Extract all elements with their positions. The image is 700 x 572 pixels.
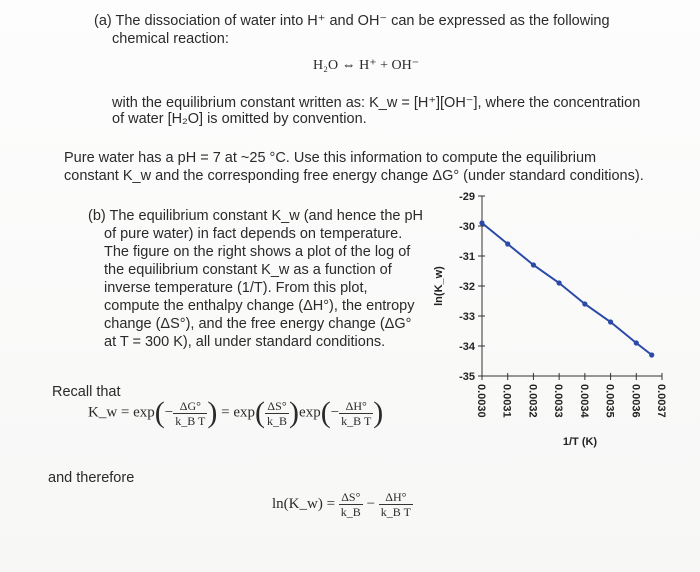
data-point (649, 352, 654, 357)
dh-over-kbt (339, 399, 373, 428)
x-tick-label: 0.0031 (500, 384, 513, 418)
minus-sign-3: − (366, 495, 376, 512)
dh-num-2: ΔH° (379, 490, 413, 505)
dh-num: ΔH° (339, 399, 373, 414)
ds-over-kb (265, 399, 289, 428)
part-a-line-3: with the equilibrium constant written as: K_w = [H⁺][OH⁻], where the concentration (112, 95, 641, 111)
data-point (531, 262, 536, 267)
dg-over-kbt (173, 399, 207, 428)
part-b-line-3: The figure on the right shows a plot of the log of (104, 244, 411, 260)
part-a-line-6: constant K_w and the corresponding free energy change ΔG° (under standard conditions). (64, 168, 644, 184)
data-point (634, 340, 639, 345)
y-tick-label: -30 (459, 221, 475, 233)
y-tick-label: -35 (459, 371, 475, 383)
part-a-line-4: of water [H₂O] is omitted by convention. (112, 111, 367, 127)
x-tick-label: 0.0032 (526, 384, 539, 418)
x-tick-label: 0.0035 (603, 384, 616, 418)
part-b-line-2: of pure water) in fact depends on temperature. (104, 226, 403, 242)
kb-den: k_B (267, 413, 288, 428)
therefore-label: and therefore (48, 470, 135, 486)
part-a-line-2: chemical reaction: (112, 31, 229, 47)
x-tick-label: 0.0037 (655, 384, 667, 418)
data-point (582, 301, 587, 306)
kw-eq-mid2: exp (299, 404, 321, 421)
y-tick-label: -33 (459, 311, 475, 323)
x-axis-label: 1/T (K) (562, 436, 598, 448)
lnkw-equation (272, 490, 413, 519)
part-b-line-6: compute the enthalpy change (ΔH°), the entropy (104, 298, 415, 314)
x-tick-label: 0.0034 (577, 384, 590, 418)
x-tick-label: 0.0030 (475, 384, 487, 418)
part-b-line-5: inverse temperature (1/T). From this plot, (104, 280, 368, 296)
data-point (505, 241, 510, 246)
y-axis-label: ln(K_w) (433, 266, 445, 306)
reaction-equation: H₂O ⇔ H⁺ + OH⁻ (313, 58, 420, 73)
dg-num: ΔG° (173, 399, 207, 414)
ds-num-2: ΔS° (339, 490, 363, 505)
part-b-line-4: the equilibrium constant K_w as a function of (104, 262, 392, 278)
part-b-line-1: (b) The equilibrium constant K_w (and hence the pH (88, 208, 424, 224)
minus-sign: − (164, 404, 174, 421)
x-tick-label: 0.0036 (629, 384, 642, 418)
kbt-den-3: k_B T (380, 505, 411, 519)
kw-equation: K_w = exp(− $\frac{\Delta G^\circ}{\text{k\_B T}}$ ) = exp( $\frac{\Delta S^\circ}{k\_B}$ )exp(− $\frac{\Delta H^\circ}{\text{k\_B T}}$ ) (88, 396, 384, 429)
y-tick-label: -32 (459, 281, 475, 293)
part-a-line-1: (a) The dissociation of water into H⁺ and OH⁻ can be expressed as the following (94, 13, 610, 29)
recall-label: Recall that (52, 384, 121, 400)
ds-num: ΔS° (265, 399, 289, 414)
data-point (557, 280, 562, 285)
part-b-line-8: at T = 300 K), all under standard conditions. (104, 334, 386, 350)
y-tick-label: -34 (459, 341, 475, 353)
kb-den-2: k_B (340, 505, 361, 519)
lnkw-vs-inverse-t-chart (420, 180, 700, 480)
kw-eq-lhs: K_w = exp (88, 404, 155, 421)
dh-over-kbt-2 (379, 490, 413, 519)
lnkw-lhs: ln(K_w) = (272, 495, 336, 512)
chart-svg (420, 180, 700, 480)
kbt-den-2: k_B T (341, 413, 372, 428)
part-a-line-5: Pure water has a pH = 7 at ~25 °C. Use this information to compute the equilibrium (64, 150, 597, 166)
part-b-line-7: change (ΔS°), and the free energy change (ΔG° (104, 316, 412, 332)
x-tick-label: 0.0033 (552, 384, 565, 418)
minus-sign-2: − (330, 404, 340, 421)
data-point (479, 220, 484, 225)
ds-over-kb-2 (339, 490, 363, 519)
data-point (608, 319, 613, 324)
kbt-den: k_B T (175, 413, 206, 428)
y-tick-label: -29 (459, 191, 475, 203)
y-tick-label: -31 (459, 251, 475, 263)
kw-eq-mid: = exp (221, 404, 256, 421)
